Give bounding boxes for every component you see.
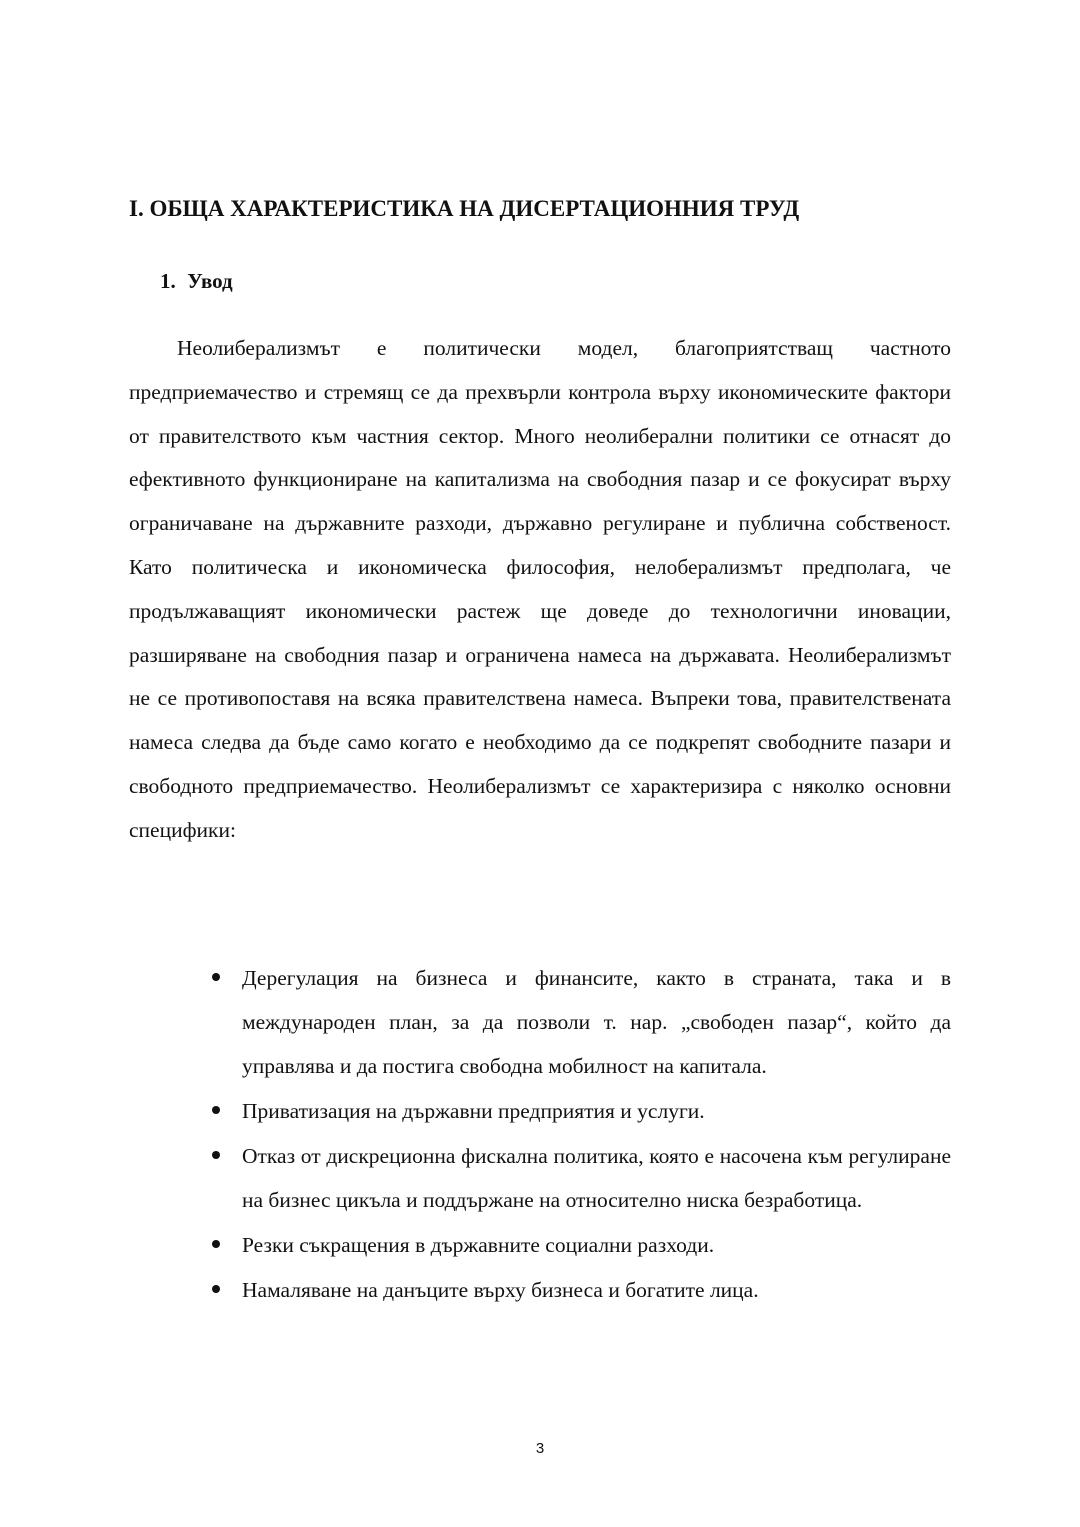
list-item: [242, 956, 951, 1088]
list-item-text: Отказ от дискреционна фискална политика, която е насочена към регулиране на бизнес цикъла и поддържане на относително ниска безработица.: [242, 1144, 951, 1212]
list-item-text: Резки съкращения в държавните социални разходи.: [242, 1233, 715, 1257]
bullet-icon: [212, 1106, 220, 1114]
list-item-text: Дерегулация на бизнеса и финансите, както в страната, така и в международен план, за да позволи т. нар. „свободен пазар“, който да управлява и да постига свободна мобилност на капитала.: [242, 966, 951, 1078]
bullet-icon: [212, 1285, 220, 1293]
bullet-icon: [212, 1151, 220, 1159]
characteristics-list: [242, 956, 951, 1313]
section-title: Увод: [187, 269, 233, 293]
chapter-heading: I. ОБЩА ХАРАКТЕРИСТИКА НА ДИСЕРТАЦИОННИЯ ТРУД: [129, 196, 800, 221]
list-item: [242, 1268, 951, 1312]
list-item: [242, 1089, 951, 1133]
section-heading: [160, 264, 233, 298]
bullet-icon: [212, 1240, 220, 1248]
intro-paragraph: Неолиберализмът е политически модел, благоприятстващ частното предприемачество и стремящ се да прехвърли контрола върху икономическите фактори от правителството към частния сектор. Много неолиберални политики се отнасят до ефективното функциониране на капитализма на свободния пазар и се фокусират върху ограничаване на държавните разходи, държавно регулиране и публична собственост. Като политическа и икономическа философия, нелоберализмът предполага, че продължаващият икономически растеж ще доведе до технологични иновации, разширяване на свободния пазар и ограничена намеса на държавата. Неолиберализмът не се противопоставя на всяка правителствена намеса. Въпреки това, правителствената намеса следва да бъде само когато е необходимо да се подкрепят свободните пазари и свободното предприемачество. Неолиберализмът се характеризира с няколко основни специфики:: [129, 336, 951, 842]
list-item: [242, 1223, 951, 1267]
bullet-icon: [212, 973, 220, 981]
section-number: 1.: [160, 269, 176, 293]
list-item-text: Намаляване на данъците върху бизнеса и богатите лица.: [242, 1278, 759, 1302]
list-item: [242, 1134, 951, 1222]
list-item-text: Приватизация на държавни предприятия и услуги.: [242, 1099, 705, 1123]
page-number: 3: [535, 1440, 545, 1457]
